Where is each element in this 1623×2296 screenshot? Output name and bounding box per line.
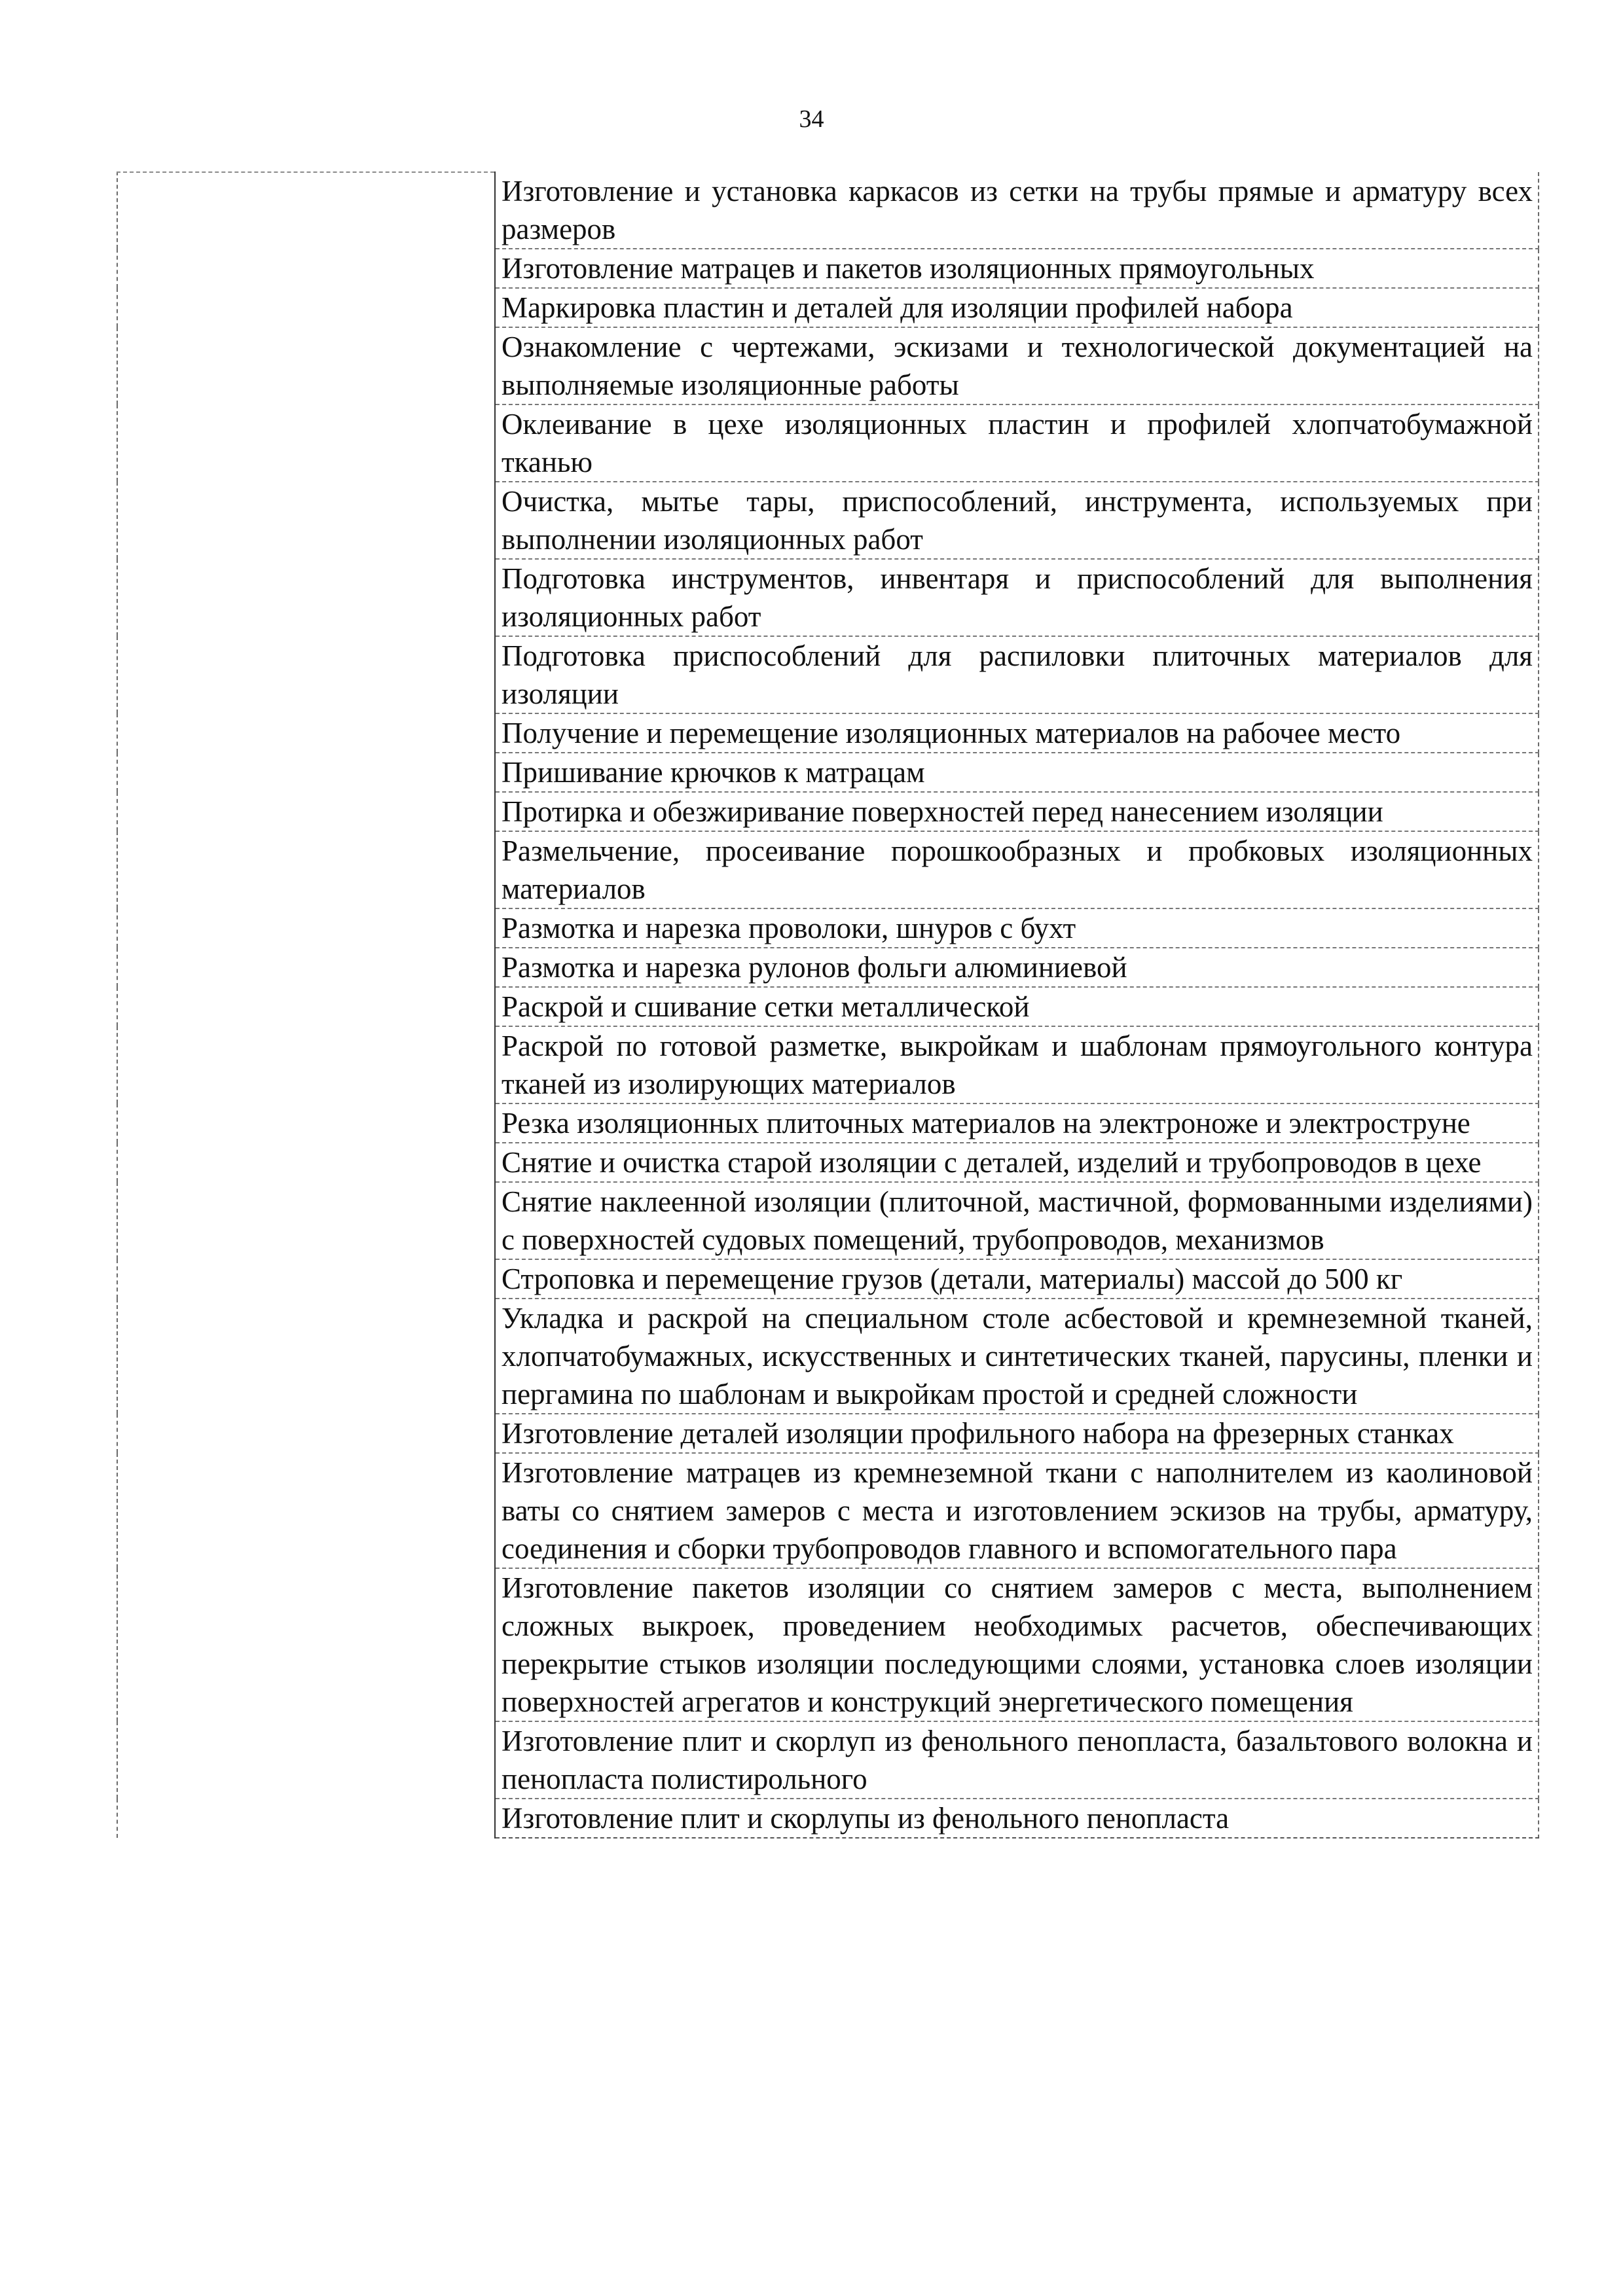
table-cell: Изготовление пакетов изоляции со снятием замеров с места, выполнением сложных выкроек, проведением необходимых расчетов, обеспечивающих перекрытие стыков изоляции последующими слоями, установка слоев изоляции поверхностей агрегатов и конструкций энергетического помещения — [495, 1568, 1539, 1721]
table-cell: Получение и перемещение изоляционных материалов на рабочее место — [495, 713, 1539, 753]
table-cell: Изготовление матрацев из кремнеземной ткани с наполнителем из каолиновой ваты со снятием замеров с места и изготовлением эскизов на трубы, арматуру, соединения и сборки трубопроводов главного и вспомогательного пара — [495, 1453, 1539, 1568]
table-cell: Изготовление и установка каркасов из сетки на трубы прямые и арматуру всех размеров — [495, 172, 1539, 249]
table-cell: Размельчение, просеивание порошкообразных и пробковых изоляционных материалов — [495, 831, 1539, 908]
table-cell: Протирка и обезжиривание поверхностей перед нанесением изоляции — [495, 792, 1539, 831]
table-cell: Изготовление деталей изоляции профильного набора на фрезерных станках — [495, 1414, 1539, 1453]
table-cell: Изготовление плит и скорлуп из фенольного пенопласта, базальтового волокна и пенопласта полистирольного — [495, 1721, 1539, 1799]
table-cell: Оклеивание в цехе изоляционных пластин и профилей хлопчатобумажной тканью — [495, 404, 1539, 482]
table-cell: Подготовка приспособлений для распиловки плиточных материалов для изоляции — [495, 636, 1539, 713]
table-cell: Строповка и перемещение грузов (детали, материалы) массой до 500 кг — [495, 1259, 1539, 1299]
table-body — [117, 172, 1539, 1838]
table-row — [117, 172, 1539, 249]
table-cell: Размотка и нарезка проволоки, шнуров с бухт — [495, 908, 1539, 948]
table-left-cell — [117, 172, 495, 1838]
page-number: 34 — [799, 105, 824, 133]
table-cell: Размотка и нарезка рулонов фольги алюминиевой — [495, 948, 1539, 987]
table-cell: Изготовление плит и скорлупы из фенольного пенопласта — [495, 1799, 1539, 1838]
table-cell: Маркировка пластин и деталей для изоляции профилей набора — [495, 288, 1539, 327]
table-cell: Резка изоляционных плиточных материалов на электроноже и электроструне — [495, 1103, 1539, 1143]
table-cell: Очистка, мытье тары, приспособлений, инструмента, используемых при выполнении изоляционных работ — [495, 482, 1539, 559]
table-cell: Ознакомление с чертежами, эскизами и технологической документацией на выполняемые изоляционные работы — [495, 327, 1539, 404]
table-cell: Снятие и очистка старой изоляции с деталей, изделий и трубопроводов в цехе — [495, 1143, 1539, 1182]
work-functions-table — [117, 171, 1539, 1839]
table-cell: Снятие наклеенной изоляции (плиточной, мастичной, формованными изделиями) с поверхностей судовых помещений, трубопроводов, механизмов — [495, 1182, 1539, 1259]
table-cell: Подготовка инструментов, инвентаря и приспособлений для выполнения изоляционных работ — [495, 559, 1539, 636]
table-cell: Укладка и раскрой на специальном столе асбестовой и кремнеземной тканей, хлопчатобумажных, искусственных и синтетических тканей, парусины, пленки и пергамина по шаблонам и выкройкам простой и средней сложности — [495, 1299, 1539, 1414]
table-cell: Раскрой и сшивание сетки металлической — [495, 987, 1539, 1026]
table-cell: Раскрой по готовой разметке, выкройкам и шаблонам прямоугольного контура тканей из изолирующих материалов — [495, 1026, 1539, 1103]
table-cell: Пришивание крючков к матрацам — [495, 753, 1539, 792]
table-cell: Изготовление матрацев и пакетов изоляционных прямоугольных — [495, 249, 1539, 288]
